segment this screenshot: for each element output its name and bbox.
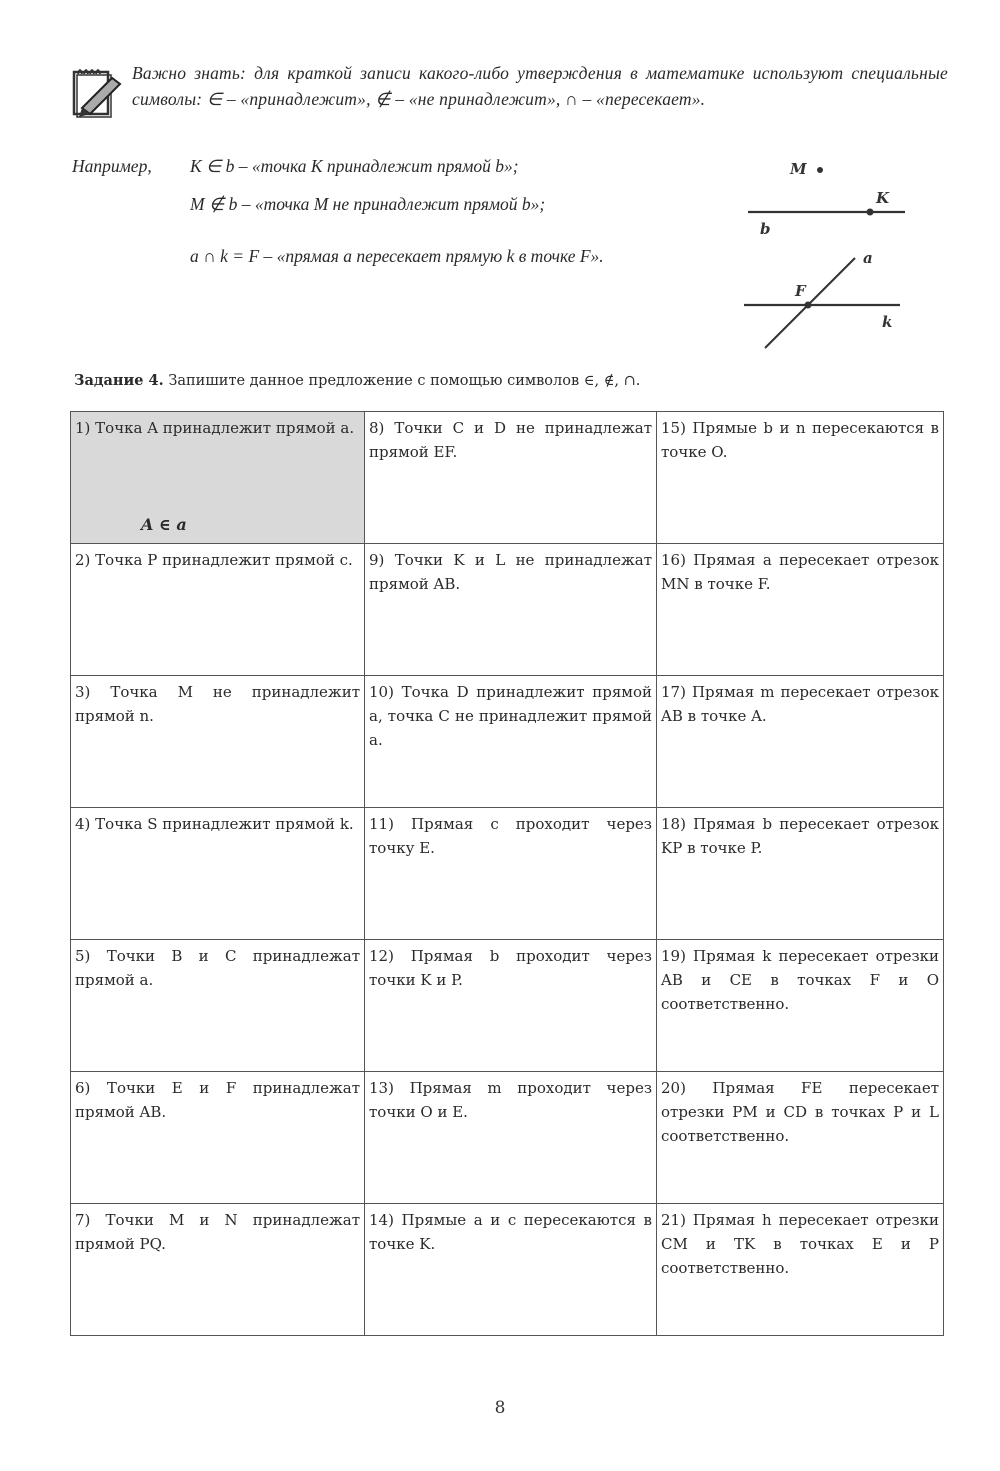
important-note (68, 60, 948, 112)
exercise-text: 1) Точка A принадлежит прямой a. (75, 419, 355, 437)
exercise-text: 2) Точка P принадлежит прямой c. (75, 551, 353, 569)
exercise-text: 19) Прямая k пересекает отрезки AB и CE в точках F и O соответственно. (661, 947, 939, 1013)
exercise-cell-11[interactable] (365, 808, 657, 940)
exercise-text: 13) Прямая m проходит через точки O и E. (369, 1079, 652, 1121)
exercise-cell-5[interactable] (71, 940, 365, 1072)
example-belongs: K ∈ b – «точка K принадлежит прямой b»; (190, 156, 519, 176)
label-m: M (790, 160, 807, 178)
point-m (817, 167, 823, 173)
point-f (805, 302, 812, 309)
task-heading (74, 372, 640, 389)
exercise-cell-17[interactable] (657, 676, 944, 808)
exercise-text: 8) Точки C и D не принадлежат прямой EF. (369, 419, 652, 461)
geometry-figure (730, 150, 940, 360)
exercise-text: 12) Прямая b проходит через точки K и P. (369, 947, 652, 989)
point-k (867, 209, 874, 216)
exercise-text: 4) Точка S принадлежит прямой k. (75, 815, 354, 833)
exercise-text: 21) Прямая h пересекает отрезки CM и TK в точках E и P соответственно. (661, 1211, 939, 1277)
page-number: 8 (494, 1398, 506, 1418)
table-row (71, 412, 944, 544)
exercise-cell-6[interactable] (71, 1072, 365, 1204)
figure-bottom (744, 249, 900, 348)
exercise-text: 15) Прямые b и n пересекаются в точке O. (661, 419, 939, 461)
example-answer: A ∈ a (141, 515, 187, 534)
exercise-text: 5) Точки B и C принадлежат прямой a. (75, 947, 360, 989)
exercise-text: 20) Прямая FE пересекает отрезки PM и CD в точках P и L соответственно. (661, 1079, 939, 1145)
examples-intro: Например, (72, 156, 152, 176)
exercise-cell-12[interactable] (365, 940, 657, 1072)
label-k-line: k (882, 313, 893, 331)
table-row (71, 1204, 944, 1336)
exercise-text: 11) Прямая c проходит через точку E. (369, 815, 652, 857)
label-a: a (863, 249, 873, 267)
table-row (71, 940, 944, 1072)
example-intersects: a ∩ k = F – «прямая a пересекает прямую k в точке F». (190, 246, 604, 266)
exercise-text: 18) Прямая b пересекает отрезок KP в точке P. (661, 815, 939, 857)
table-row (71, 1072, 944, 1204)
exercise-cell-7[interactable] (71, 1204, 365, 1336)
exercise-text: 9) Точки K и L не принадлежат прямой AB. (369, 551, 652, 593)
exercise-text: 7) Точки M и N принадлежат прямой PQ. (75, 1211, 360, 1253)
task-label: Задание 4. (74, 372, 164, 389)
exercise-cell-20[interactable] (657, 1072, 944, 1204)
label-k: K (876, 189, 890, 207)
exercise-text: 14) Прямые a и c пересекаются в точке K. (369, 1211, 652, 1253)
exercise-cell-1[interactable] (71, 412, 365, 544)
exercise-cell-15[interactable] (657, 412, 944, 544)
exercise-text: 10) Точка D принадлежит прямой a, точка C не принадлежит прямой a. (369, 683, 652, 749)
exercise-cell-8[interactable] (365, 412, 657, 544)
table-row (71, 676, 944, 808)
exercise-text: 3) Точка M не принадлежит прямой n. (75, 683, 360, 725)
notebook-pencil-icon (68, 62, 126, 122)
exercise-cell-19[interactable] (657, 940, 944, 1072)
exercise-cell-16[interactable] (657, 544, 944, 676)
exercise-cell-13[interactable] (365, 1072, 657, 1204)
label-b: b (760, 220, 771, 238)
table-row (71, 808, 944, 940)
exercise-text: 16) Прямая a пересекает отрезок MN в точке F. (661, 551, 939, 593)
figure-top (748, 160, 905, 238)
exercise-cell-3[interactable] (71, 676, 365, 808)
exercise-cell-10[interactable] (365, 676, 657, 808)
exercise-cell-4[interactable] (71, 808, 365, 940)
exercise-cell-9[interactable] (365, 544, 657, 676)
exercise-text: 6) Точки E и F принадлежат прямой AB. (75, 1079, 360, 1121)
exercise-text: 17) Прямая m пересекает отрезок AB в точке A. (661, 683, 939, 725)
exercise-table (70, 411, 944, 1336)
exercise-cell-2[interactable] (71, 544, 365, 676)
exercise-cell-21[interactable] (657, 1204, 944, 1336)
example-not-belongs: M ∉ b – «точка M не принадлежит прямой b»; (190, 194, 546, 214)
label-f: F (795, 282, 806, 300)
task-instruction: Запишите данное предложение с помощью символов ∈, ∉, ∩. (168, 373, 641, 389)
exercise-cell-14[interactable] (365, 1204, 657, 1336)
exercise-cell-18[interactable] (657, 808, 944, 940)
table-row (71, 544, 944, 676)
note-text: Важно знать: для краткой записи какого-либо утверждения в математике используют специальные символы: ∈ – «принадлежит», ∉ – «не принадлежит», ∩ – «пересекает». (132, 63, 948, 109)
